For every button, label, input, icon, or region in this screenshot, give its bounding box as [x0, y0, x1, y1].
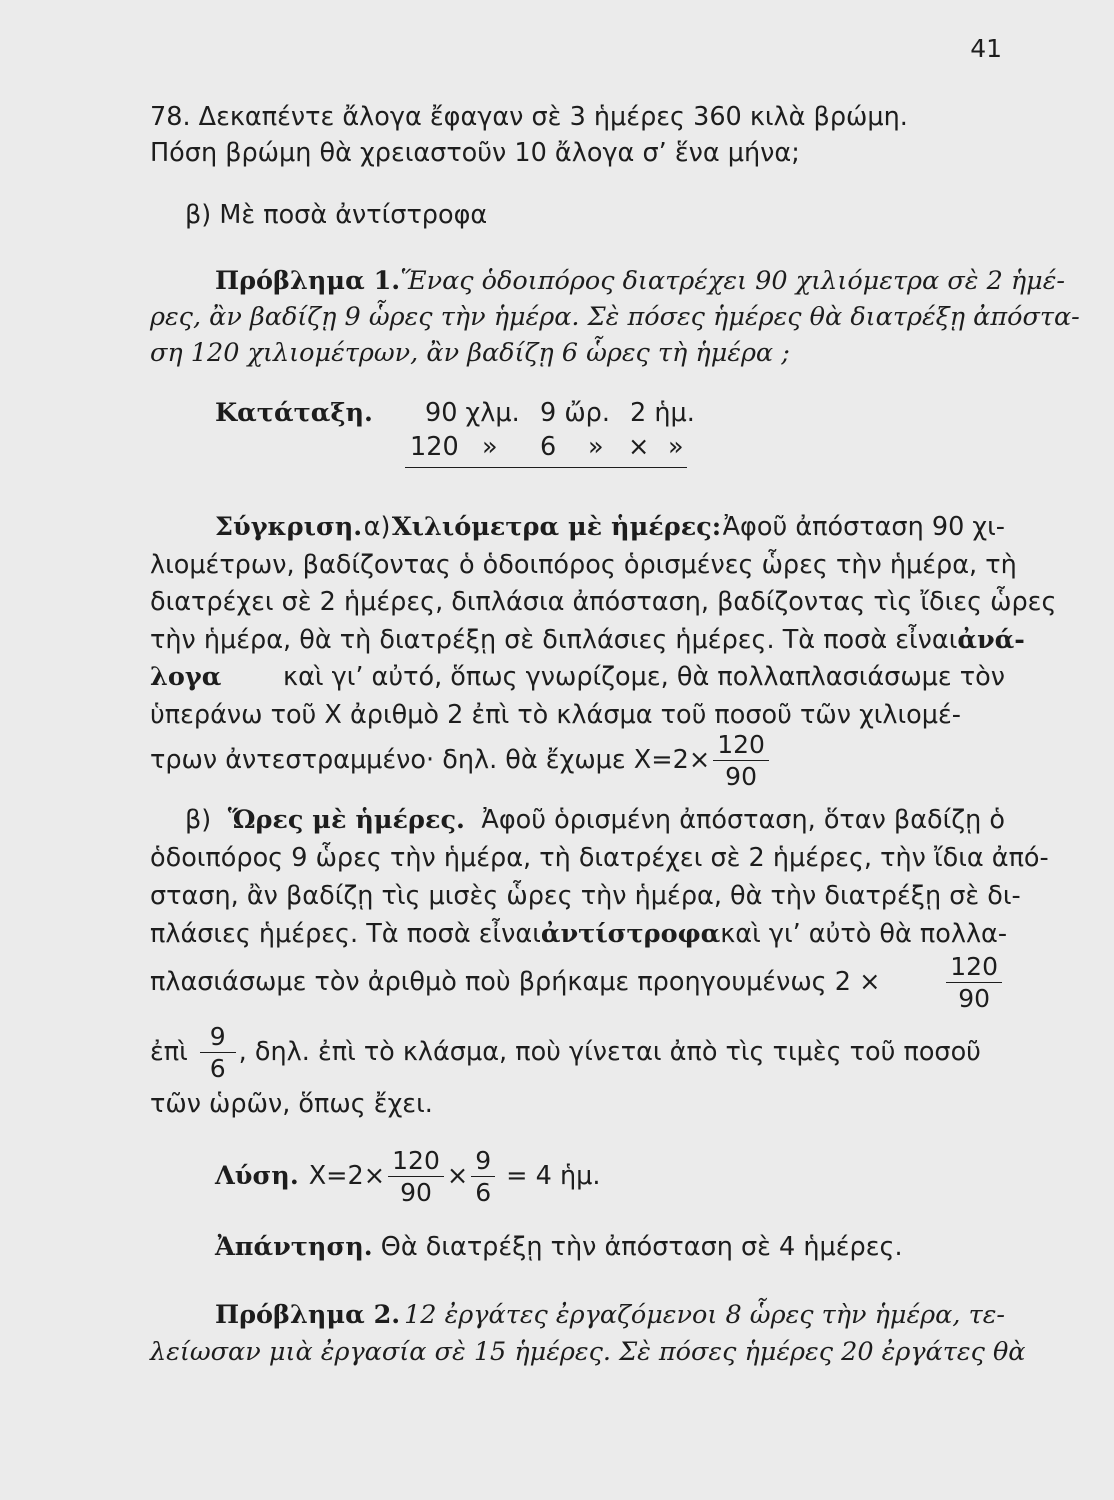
hours-line-4-text: πλάσιες ἡμέρες. Τὰ ποσὰ εἶναι — [150, 919, 541, 949]
arrangement-row2-ditto-3: » — [668, 432, 684, 462]
problem-2-line-1 — [215, 1298, 1005, 1332]
comparison-line-3: διατρέχει σὲ 2 ἡμέρες, διπλάσια ἀπόσταση, βαδίζοντας τὶς ἴδιες ὧρες — [150, 587, 1057, 617]
problem-1-text-1: Ἕνας ὁδοιπόρος διατρέχει 90 χιλιόμετρα σὲ 2 ἡμέ- — [400, 266, 1066, 296]
exercise-78-line-2: Πόση βρώμη θὰ χρειαστοῦν 10 ἄλογα σ’ ἕνα μήνα; — [150, 138, 800, 168]
exercise-78-line-1: 78. Δεκαπέντε ἄλογα ἔφαγαν σὲ 3 ἡμέρες 360 κιλὰ βρώμη. — [150, 102, 908, 132]
comparison-line-5 — [150, 660, 1005, 694]
problem-2-label: Πρόβλημα 2. — [215, 1300, 401, 1330]
comparison-line-5-bold: λογα — [150, 662, 222, 692]
answer-line — [215, 1230, 1070, 1264]
section-heading-inverse: β) Μὲ ποσὰ ἀντίστροφα — [185, 200, 488, 230]
page-number: 41 — [970, 34, 1002, 63]
comparison-line-1 — [215, 510, 1005, 544]
comparison-line-4-text: τὴν ἡμέρα, θὰ τὴ διατρέξῃ σὲ διπλάσιες ἡμέρες. Τὰ ποσὰ εἶναι — [150, 625, 958, 655]
comparison-line-5-text: καὶ γι’ αὐτό, ὅπως γνωρίζομε, θὰ πολλαπλασιάσωμε τὸν — [283, 662, 1005, 692]
problem-1-line-2: ρες, ἂν βαδίζῃ 9 ὧρες τὴν ἡμέρα. Σὲ πόσες ἡμέρες θὰ διατρέξῃ ἀπόστα- — [150, 302, 1080, 332]
fraction-numerator: 9 — [200, 1024, 236, 1053]
solution-expression-start: Χ=2× — [308, 1161, 386, 1191]
hours-line-1-text: Ἀφοῦ ὁρισμένη ἀπόσταση, ὅταν βαδίζῃ ὁ — [481, 805, 1005, 835]
fraction-numerator: 120 — [388, 1148, 444, 1177]
arrangement-row2-ditto-1: » — [482, 432, 498, 462]
problem-1-label: Πρόβλημα 1. — [215, 266, 401, 296]
hours-line-5-text: πλασιάσωμε τὸν ἀριθμὸ ποὺ βρήκαμε προηγουμένως 2 × — [150, 967, 881, 997]
fraction-120-90 — [713, 729, 769, 791]
solution-line — [215, 1144, 1070, 1208]
solution-fraction-120-90 — [388, 1145, 444, 1207]
comparison-label: Σύγκριση. — [215, 512, 363, 542]
arrangement-row2-unknown: × — [628, 432, 650, 462]
problem-2-text-1: 12 ἐργάτες ἐργαζόμενοι 8 ὧρες τὴν ἡμέρα, τε- — [404, 1300, 1005, 1330]
fraction-numerator: 9 — [471, 1148, 495, 1177]
hours-line-4-post: καὶ γι’ αὐτὸ θὰ πολλα- — [720, 919, 1008, 949]
hours-heading: Ὥρες μὲ ἡμέρες. — [227, 805, 465, 835]
comparison-line-7 — [150, 730, 1005, 790]
arrangement-row2-ditto-2: » — [588, 432, 604, 462]
fraction-denominator: 6 — [475, 1177, 492, 1207]
comparison-line-6: ὑπεράνω τοῦ Χ ἀριθμὸ 2 ἐπὶ τὸ κλάσμα τοῦ ποσοῦ τῶν χιλιομέ- — [150, 700, 961, 730]
solution-times: × — [446, 1161, 469, 1191]
fraction-denominator: 90 — [400, 1177, 432, 1207]
fraction-denominator: 90 — [725, 761, 757, 791]
hours-line-4 — [150, 917, 1008, 951]
comparison-a-text: Ἀφοῦ ἀπόσταση 90 χι- — [722, 512, 1005, 542]
comparison-line-4-bold: ἀνά- — [957, 625, 1025, 655]
problem-1-line-1 — [215, 264, 1066, 298]
fraction-denominator: 6 — [209, 1053, 226, 1083]
hours-line-6-post: , δηλ. ἐπὶ τὸ κλάσμα, ποὺ γίνεται ἀπὸ τὶς τιμὲς τοῦ ποσοῦ — [238, 1037, 981, 1067]
answer-text: Θὰ διατρέξῃ τὴν ἀπόσταση σὲ 4 ἡμέρες. — [380, 1232, 903, 1262]
hours-line-4-bold: ἀντίστροφα — [540, 919, 721, 949]
solution-result: = 4 ἡμ. — [506, 1161, 601, 1191]
arrangement-row2-hours: 6 — [540, 432, 557, 462]
fraction-denominator: 90 — [958, 983, 991, 1013]
hours-line-6-text — [239, 1035, 1005, 1069]
comparison-line-7-text: τρων ἀντεστραμμένο· δηλ. θὰ ἔχωμε Χ=2× — [150, 745, 711, 775]
problem-2-line-2: λείωσαν μιὰ ἐργασία σὲ 15 ἡμέρες. Σὲ πόσες ἡμέρες 20 ἐργάτες θὰ — [150, 1337, 1026, 1367]
answer-label: Ἀπάντηση. — [215, 1232, 373, 1262]
arrangement-row1-hours: 9 ὤρ. — [540, 398, 610, 428]
hours-line-2: ὁδοιπόρος 9 ὧρες τὴν ἡμέρα, τὴ διατρέχει σὲ 2 ἡμέρες, τὴν ἴδια ἀπό- — [150, 843, 1049, 873]
comparison-line-2: λιομέτρων, βαδίζοντας ὁ ὁδοιπόρος ὁρισμένες ὧρες τὴν ἡμέρα, τὴ — [150, 550, 1017, 580]
hours-line-6-pre: ἐπὶ — [150, 1037, 188, 1067]
hours-line-6 — [150, 1020, 1005, 1084]
arrangement-row1-days: 2 ἡμ. — [630, 398, 695, 428]
arrangement-row1-distance: 90 χλμ. — [425, 398, 520, 428]
comparison-a-heading: Χιλιόμετρα μὲ ἡμέρες: — [391, 512, 722, 542]
fraction-numerator: 120 — [713, 732, 769, 761]
arrangement-row2-distance: 120 — [410, 432, 459, 462]
hours-line-5 — [150, 950, 1005, 1014]
arrangement-underline — [405, 467, 687, 468]
solution-fraction-9-6 — [471, 1145, 495, 1207]
fraction-numerator: 120 — [946, 954, 1002, 983]
comparison-a-prefix: α) — [363, 512, 391, 542]
problem-1-line-3: ση 120 χιλιομέτρων, ἂν βαδίζῃ 6 ὧρες τὴ ἡμέρα ; — [150, 338, 790, 368]
comparison-line-4 — [150, 623, 1025, 657]
hours-line-1 — [185, 803, 1005, 837]
arrangement-label: Κατάταξη. — [215, 398, 373, 428]
fraction-120-90-second — [946, 951, 1002, 1013]
hours-line-7: τῶν ὡρῶν, ὅπως ἔχει. — [150, 1089, 433, 1119]
solution-label: Λύση. — [215, 1161, 299, 1191]
fraction-9-6 — [200, 1021, 236, 1083]
hours-line-3: σταση, ἂν βαδίζῃ τὶς μισὲς ὧρες τὴν ἡμέρα, θὰ τὴν διατρέξῃ σὲ δι- — [150, 881, 1021, 911]
hours-prefix: β) — [185, 805, 212, 835]
